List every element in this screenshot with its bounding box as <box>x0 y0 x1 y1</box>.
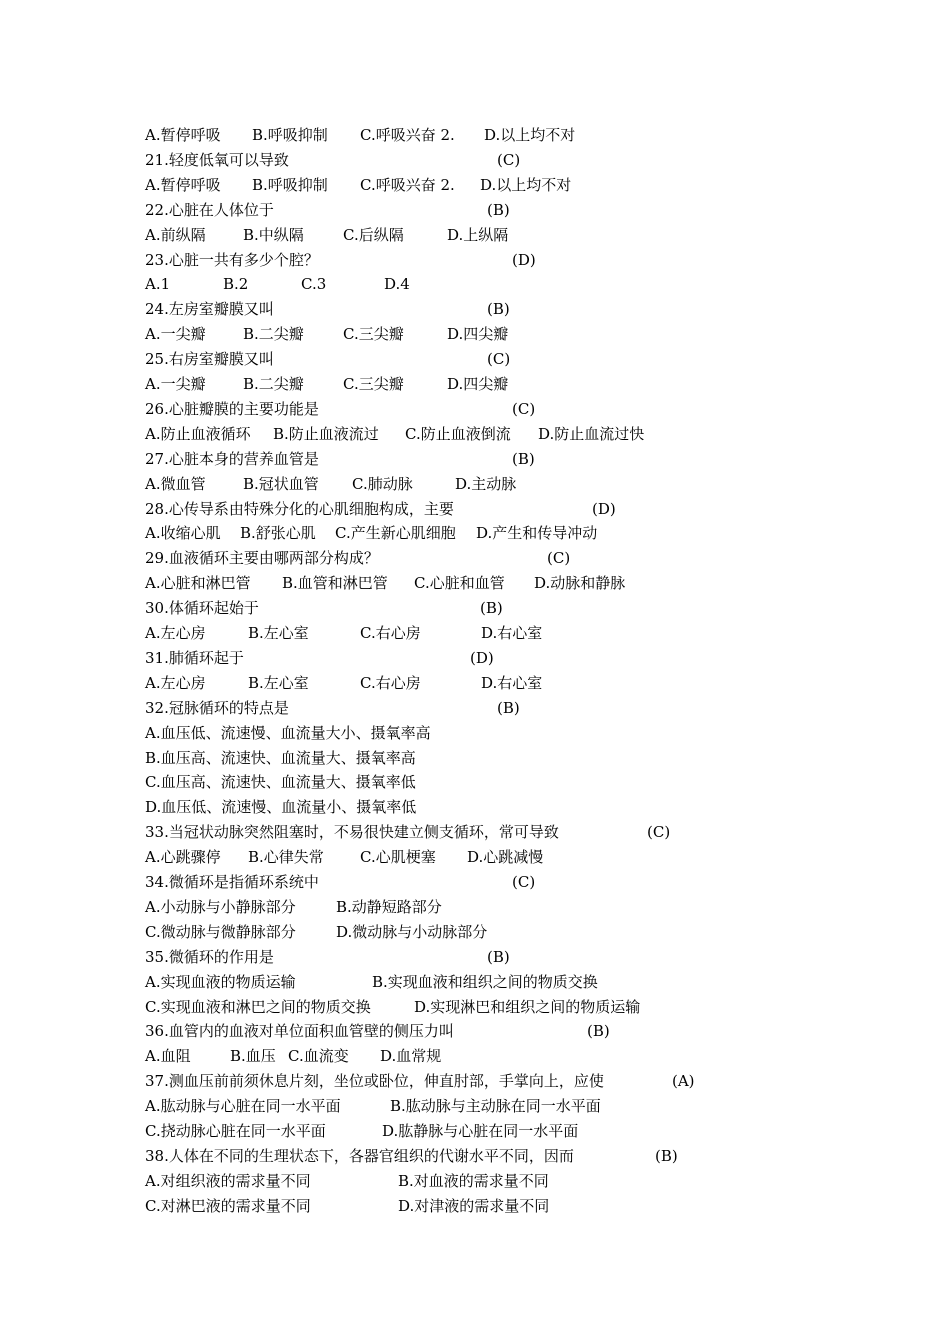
option-text: C.肺动脉 <box>352 474 413 493</box>
options-line <box>0 845 950 870</box>
question-text: 22.心脏在人体位于 <box>145 200 274 219</box>
option-text: A.暂停呼吸 <box>145 126 221 144</box>
question-text: 31.肺循环起于 <box>145 648 244 667</box>
option-text: B.舒张心肌 <box>240 524 316 543</box>
answer-key: (B) <box>587 1022 610 1041</box>
option-text: C.实现血液和淋巴之间的物质交换 <box>145 997 371 1016</box>
options-line <box>0 1094 950 1119</box>
option-text: C.微动脉与微静脉部分 <box>145 922 296 941</box>
option-text: A.防止血液循环 <box>145 424 251 443</box>
option-text: C.防止血液倒流 <box>405 424 511 443</box>
question-text: 35.微循环的作用是 <box>145 947 274 966</box>
answer-key: (B) <box>480 599 503 618</box>
question-text: 26.心脏瓣膜的主要功能是 <box>145 399 319 418</box>
option-text: B.2 <box>223 275 249 294</box>
option-text: A.左心房 <box>145 673 206 692</box>
option-text: A.一尖瓣 <box>145 375 206 393</box>
option-text: B.左心室 <box>248 624 309 642</box>
options-line <box>0 746 950 771</box>
question-line <box>0 1144 950 1169</box>
answer-key: (C) <box>512 873 536 891</box>
option-text: D.四尖瓣 <box>447 375 509 393</box>
option-text: B.二尖瓣 <box>243 325 304 344</box>
options-line <box>0 1119 950 1144</box>
option-text: B.血管和淋巴管 <box>282 574 388 593</box>
question-line <box>0 870 950 895</box>
question-text: 28.心传导系由特殊分化的心肌细胞构成，主要 <box>145 499 454 518</box>
options-line <box>0 472 950 497</box>
option-text: A.一尖瓣 <box>145 325 206 344</box>
options-line <box>0 621 950 646</box>
options-line <box>0 671 950 696</box>
option-text: D.产生和传导冲动 <box>476 524 598 543</box>
question-line <box>0 1019 950 1044</box>
question-line <box>0 497 950 522</box>
answer-key: (C) <box>547 549 571 568</box>
question-line <box>0 148 950 173</box>
answer-key: (C) <box>647 823 671 842</box>
options-line <box>0 322 950 347</box>
option-text: D.以上均不对 <box>480 175 572 194</box>
options-line <box>0 795 950 820</box>
option-text: A.暂停呼吸 <box>145 175 221 194</box>
option-text: B.防止血液流过 <box>273 424 379 443</box>
options-line <box>0 995 950 1020</box>
question-text: 25.右房室瓣膜又叫 <box>145 350 274 369</box>
question-line <box>0 546 950 571</box>
options-line <box>0 1169 950 1194</box>
option-text: B.心律失常 <box>248 848 324 867</box>
option-text: B.肱动脉与主动脉在同一水平面 <box>390 1097 601 1116</box>
option-text: A.实现血液的物质运输 <box>145 972 296 991</box>
options-line <box>0 895 950 920</box>
option-text: D.主动脉 <box>455 474 517 493</box>
options-line <box>0 173 950 198</box>
option-text: C.心肌梗塞 <box>360 848 436 867</box>
option-text: B.血压高、流速快、血流量大、摄氧率高 <box>145 748 416 767</box>
option-text: C.挠动脉心脏在同一水平面 <box>145 1122 326 1140</box>
question-text: 30.体循环起始于 <box>145 599 259 618</box>
option-text: B.左心室 <box>248 673 309 692</box>
options-line <box>0 1044 950 1069</box>
option-text: B.呼吸抑制 <box>252 175 328 194</box>
question-line <box>0 646 950 671</box>
option-text: A.心跳骤停 <box>145 848 221 867</box>
question-line <box>0 397 950 422</box>
option-text: B.实现血液和组织之间的物质交换 <box>372 972 598 991</box>
option-text: C.呼吸兴奋 2. <box>360 126 455 144</box>
option-text: C.三尖瓣 <box>343 375 404 393</box>
answer-key: (D) <box>592 499 616 518</box>
answer-key: (B) <box>487 200 510 219</box>
option-text: A.肱动脉与心脏在同一水平面 <box>145 1097 341 1116</box>
question-line <box>0 945 950 970</box>
option-text: C.呼吸兴奋 2. <box>360 175 455 194</box>
option-text: C.血压高、流速快、血流量大、摄氧率低 <box>145 773 416 792</box>
question-line <box>0 198 950 223</box>
option-text: C.3 <box>301 275 327 294</box>
option-text: A.微血管 <box>145 474 206 493</box>
option-text: B.对血液的需求量不同 <box>398 1171 549 1190</box>
question-line <box>0 447 950 472</box>
question-line <box>0 297 950 322</box>
answer-key: (D) <box>512 250 536 269</box>
options-line <box>0 272 950 297</box>
answer-key: (D) <box>470 648 494 667</box>
option-text: A.前纵隔 <box>145 225 206 244</box>
option-text: C.右心房 <box>360 624 421 642</box>
question-text: 27.心脏本身的营养血管是 <box>145 449 319 468</box>
option-text: B.冠状血管 <box>243 474 319 493</box>
option-text: D.对津液的需求量不同 <box>398 1196 550 1215</box>
option-text: D.四尖瓣 <box>447 325 509 344</box>
option-text: A.收缩心肌 <box>145 524 221 543</box>
option-text: A.血压低、流速慢、血流量大小、摄氧率高 <box>145 723 431 742</box>
option-text: D.动脉和静脉 <box>534 574 626 593</box>
answer-key: (B) <box>655 1146 678 1165</box>
question-line <box>0 248 950 273</box>
answer-key: (A) <box>672 1072 695 1091</box>
option-text: A.心脏和淋巴管 <box>145 574 251 593</box>
answer-key: (C) <box>512 399 536 418</box>
question-text: 24.左房室瓣膜又叫 <box>145 300 274 319</box>
question-text: 29.血液循环主要由哪两部分构成？ <box>145 549 379 568</box>
options-line <box>0 521 950 546</box>
option-text: D.心跳减慢 <box>467 848 544 867</box>
option-text: C.三尖瓣 <box>343 325 404 344</box>
question-line <box>0 696 950 721</box>
option-text: A.血阻 <box>145 1047 191 1066</box>
question-text: 21.轻度低氧可以导致 <box>145 150 289 169</box>
option-text: A.对组织液的需求量不同 <box>145 1171 311 1190</box>
options-line <box>0 571 950 596</box>
option-text: D.以上均不对 <box>484 126 576 144</box>
option-text: B.动静短路部分 <box>336 897 442 916</box>
option-text: A.1 <box>145 275 171 294</box>
options-line <box>0 372 950 397</box>
option-text: D.右心室 <box>481 624 543 642</box>
answer-key: (C) <box>487 350 511 369</box>
option-text: A.小动脉与小静脉部分 <box>145 897 296 916</box>
option-text: C.心脏和血管 <box>414 574 505 593</box>
option-text: C.对淋巴液的需求量不同 <box>145 1196 311 1215</box>
options-line <box>0 1194 950 1219</box>
question-line <box>0 820 950 845</box>
option-text: D.防止血流过快 <box>538 424 645 443</box>
option-text: D.血压低、流速慢、血流量小、摄氧率低 <box>145 798 417 817</box>
options-line <box>0 123 950 148</box>
option-text: C.后纵隔 <box>343 225 404 244</box>
options-line <box>0 920 950 945</box>
option-text: D.上纵隔 <box>447 225 509 244</box>
options-line <box>0 970 950 995</box>
answer-key: (C) <box>497 150 521 169</box>
option-text: D.肱静脉与心脏在同一水平面 <box>382 1122 579 1140</box>
option-text: C.右心房 <box>360 673 421 692</box>
question-text: 23.心脏一共有多少个腔？ <box>145 250 319 269</box>
options-line <box>0 721 950 746</box>
options-line <box>0 770 950 795</box>
option-text: D.微动脉与小动脉部分 <box>336 922 488 941</box>
question-text: 33.当冠状动脉突然阻塞时，不易很快建立侧支循环，常可导致 <box>145 823 559 842</box>
question-line <box>0 347 950 372</box>
answer-key: (B) <box>487 947 510 966</box>
question-text: 32.冠脉循环的特点是 <box>145 698 289 717</box>
question-text: 34.微循环是指循环系统中 <box>145 873 319 891</box>
options-line <box>0 223 950 248</box>
answer-key: (B) <box>497 698 520 717</box>
option-text: D.4 <box>384 275 410 294</box>
answer-key: (B) <box>512 449 535 468</box>
option-text: C.血流变 <box>288 1047 349 1066</box>
option-text: C.产生新心肌细胞 <box>335 524 456 543</box>
option-text: D.实现淋巴和组织之间的物质运输 <box>414 997 641 1016</box>
option-text: B.中纵隔 <box>243 225 304 244</box>
question-line <box>0 596 950 621</box>
question-text: 36.血管内的血液对单位面积血管壁的侧压力叫 <box>145 1022 454 1041</box>
option-text: B.呼吸抑制 <box>252 126 328 144</box>
option-text: B.二尖瓣 <box>243 375 304 393</box>
option-text: B.血压 <box>230 1047 276 1066</box>
question-text: 38.人体在不同的生理状态下，各器官组织的代谢水平不同，因而 <box>145 1146 574 1165</box>
answer-key: (B) <box>487 300 510 319</box>
options-line <box>0 422 950 447</box>
option-text: D.右心室 <box>481 673 543 692</box>
option-text: D.血常规 <box>380 1047 442 1066</box>
question-line <box>0 1069 950 1094</box>
question-text: 37.测血压前前须休息片刻，坐位或卧位，伸直肘部，手掌向上，应使 <box>145 1072 604 1091</box>
option-text: A.左心房 <box>145 624 206 642</box>
